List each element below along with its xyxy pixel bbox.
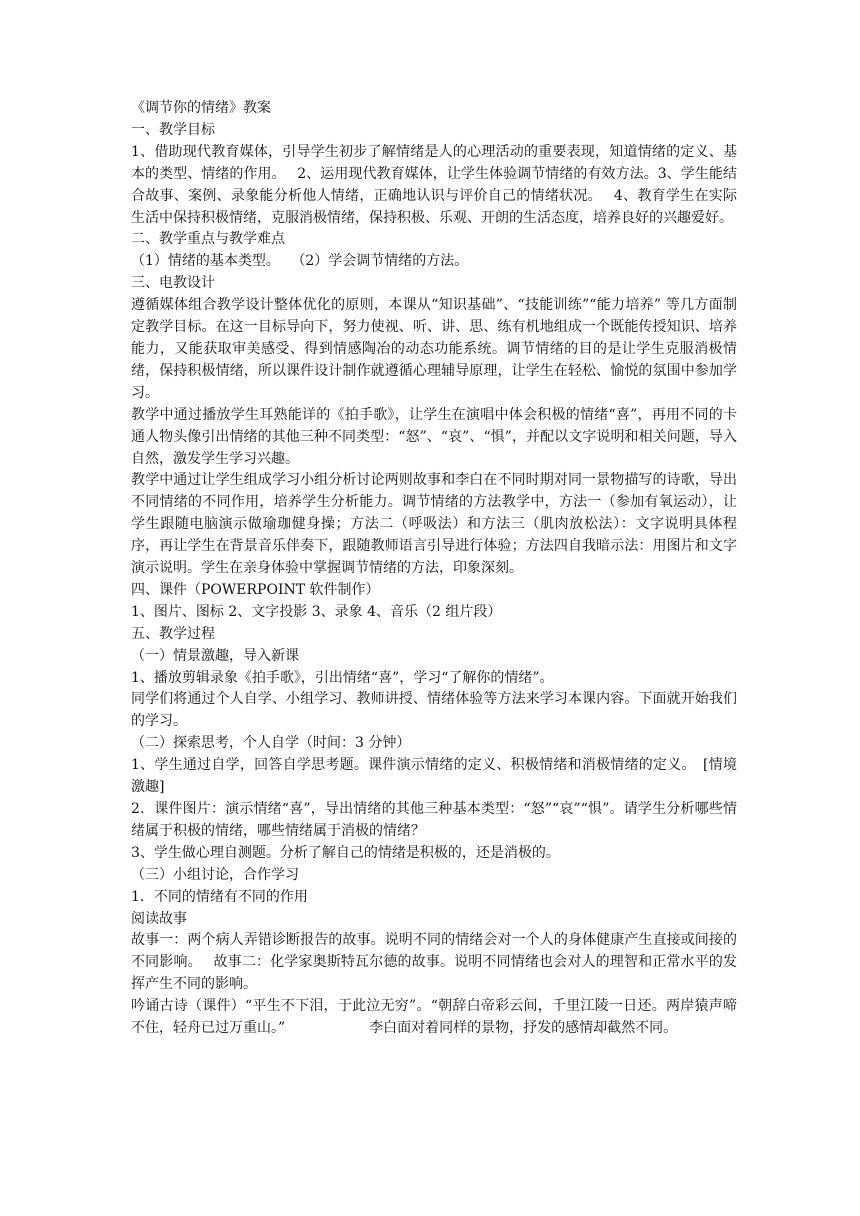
process-paragraph: 1、学生通过自学，回答自学思考题。课件演示情绪的定义、积极情绪和消极情绪的定义。 [情境激趣] xyxy=(131,757,737,796)
courseware-paragraph: 1、图片、图标 2、文字投影 3、录象 4、音乐（2 组片段） xyxy=(131,603,502,620)
process-paragraph: 同学们将通过个人自学、小组学习、教师讲授、情绪体验等方法来学习本课内容。下面就开始我们的学习。 xyxy=(131,691,737,730)
design-paragraph-2: 教学中通过播放学生耳熟能详的《拍手歌》，让学生在演唱中体会积极的情绪“喜”，再用不同的卡通人物头像引出情绪的其他三种不同类型：“怒”、“哀”、“惧”，并配以文字说明和相关问题，导入自然，激发学生学习兴趣。 xyxy=(131,406,737,467)
process-paragraph: 故事一：两个病人弄错诊断报告的故事。说明不同的情绪会对一个人的身体健康产生直接或间接的不同影响。 故事二：化学家奥斯特瓦尔德的故事。说明不同情绪也会对人的理智和正常水平的发挥产生不同的影响。 xyxy=(131,932,737,993)
process-paragraph: 1、播放剪辑录象《拍手歌》，引出情绪“喜”，学习“了解你的情绪”。 xyxy=(131,669,554,686)
process-paragraph: 阅读故事 xyxy=(131,910,187,927)
section-heading-courseware: 四、课件（POWERPOINT 软件制作） xyxy=(131,581,380,598)
process-paragraph: 2．课件图片：演示情绪“喜”，导出情绪的其他三种基本类型：“怒”“哀”“惧”。请学生分析哪些情绪属于积极的情绪，哪些情绪属于消极的情绪？ xyxy=(131,801,737,839)
process-paragraph: 吟诵古诗（课件）“平生不下泪，于此泣无穷”。“朝辞白帝彩云间，千里江陵一日还。两岸猿声啼不住，轻舟已过万重山。” 李白面对着同样的景物，抒发的感情却截然不同。 xyxy=(131,998,737,1037)
document-title: 《调节你的情绪》教案 xyxy=(131,100,271,116)
section-heading-design: 三、电教设计 xyxy=(131,275,215,292)
process-subheading-3: （三）小组讨论，合作学习 xyxy=(131,866,299,883)
focus-paragraph: （1）情绪的基本类型。 （2）学会调节情绪的方法。 xyxy=(131,253,469,270)
process-subheading-1: （一）情景激趣，导入新课 xyxy=(131,647,299,664)
design-paragraph-1: 遵循媒体组合教学设计整体优化的原则，本课从“知识基础”、“技能训练”“能力培养” 等几方面制定教学目标。在这一目标导向下，努力使视、听、讲、思、练有机地组成一个既能传授知识、培养能力，又能获取审美感受、得到情感陶冶的动态功能系统。调节情绪的目的是让学生克服消极情绪，保持积极情绪，所以课件设计制作就遵循心理辅导原理，让学生在轻松、愉悦的氛围中参加学习。 xyxy=(131,297,737,401)
section-heading-process: 五、教学过程 xyxy=(131,625,215,642)
process-paragraph: 3、学生做心理自测题。分析了解自己的情绪是积极的，还是消极的。 xyxy=(131,844,560,861)
section-heading-goals: 一、教学目标 xyxy=(131,121,215,138)
design-paragraph-3: 教学中通过让学生组成学习小组分析讨论两则故事和李白在不同时期对同一景物描写的诗歌，导出不同情绪的不同作用，培养学生分析能力。调节情绪的方法教学中，方法一（参加有氧运动），让学生跟随电脑演示做瑜珈健身操；方法二（呼吸法）和方法三（肌肉放松法）：文字说明具体程序，再让学生在背景音乐伴奏下，跟随教师语言引导进行体验；方法四自我暗示法：用图片和文字演示说明。学生在亲身体验中掌握调节情绪的方法，印象深刻。 xyxy=(131,472,737,577)
document-page xyxy=(131,98,737,1040)
process-subheading-2: （二）探索思考，个人自学（时间：3 分钟） xyxy=(131,735,411,752)
section-heading-focus: 二、教学重点与教学难点 xyxy=(131,231,285,248)
goals-paragraph: 1、借助现代教育媒体，引导学生初步了解情绪是人的心理活动的重要表现，知道情绪的定义、基本的类型、情绪的作用。 2、运用现代教育媒体，让学生体验调节情绪的有效方法。3、学生能结合故事、案例、录象能分析他人情绪，正确地认识与评价自己的情绪状况。 4、教育学生在实际生活中保持积极情绪，克服消极情绪，保持积极、乐观、开朗的生活态度，培养良好的兴趣爱好。 xyxy=(131,143,737,226)
process-paragraph: 1．不同的情绪有不同的作用 xyxy=(131,888,308,905)
